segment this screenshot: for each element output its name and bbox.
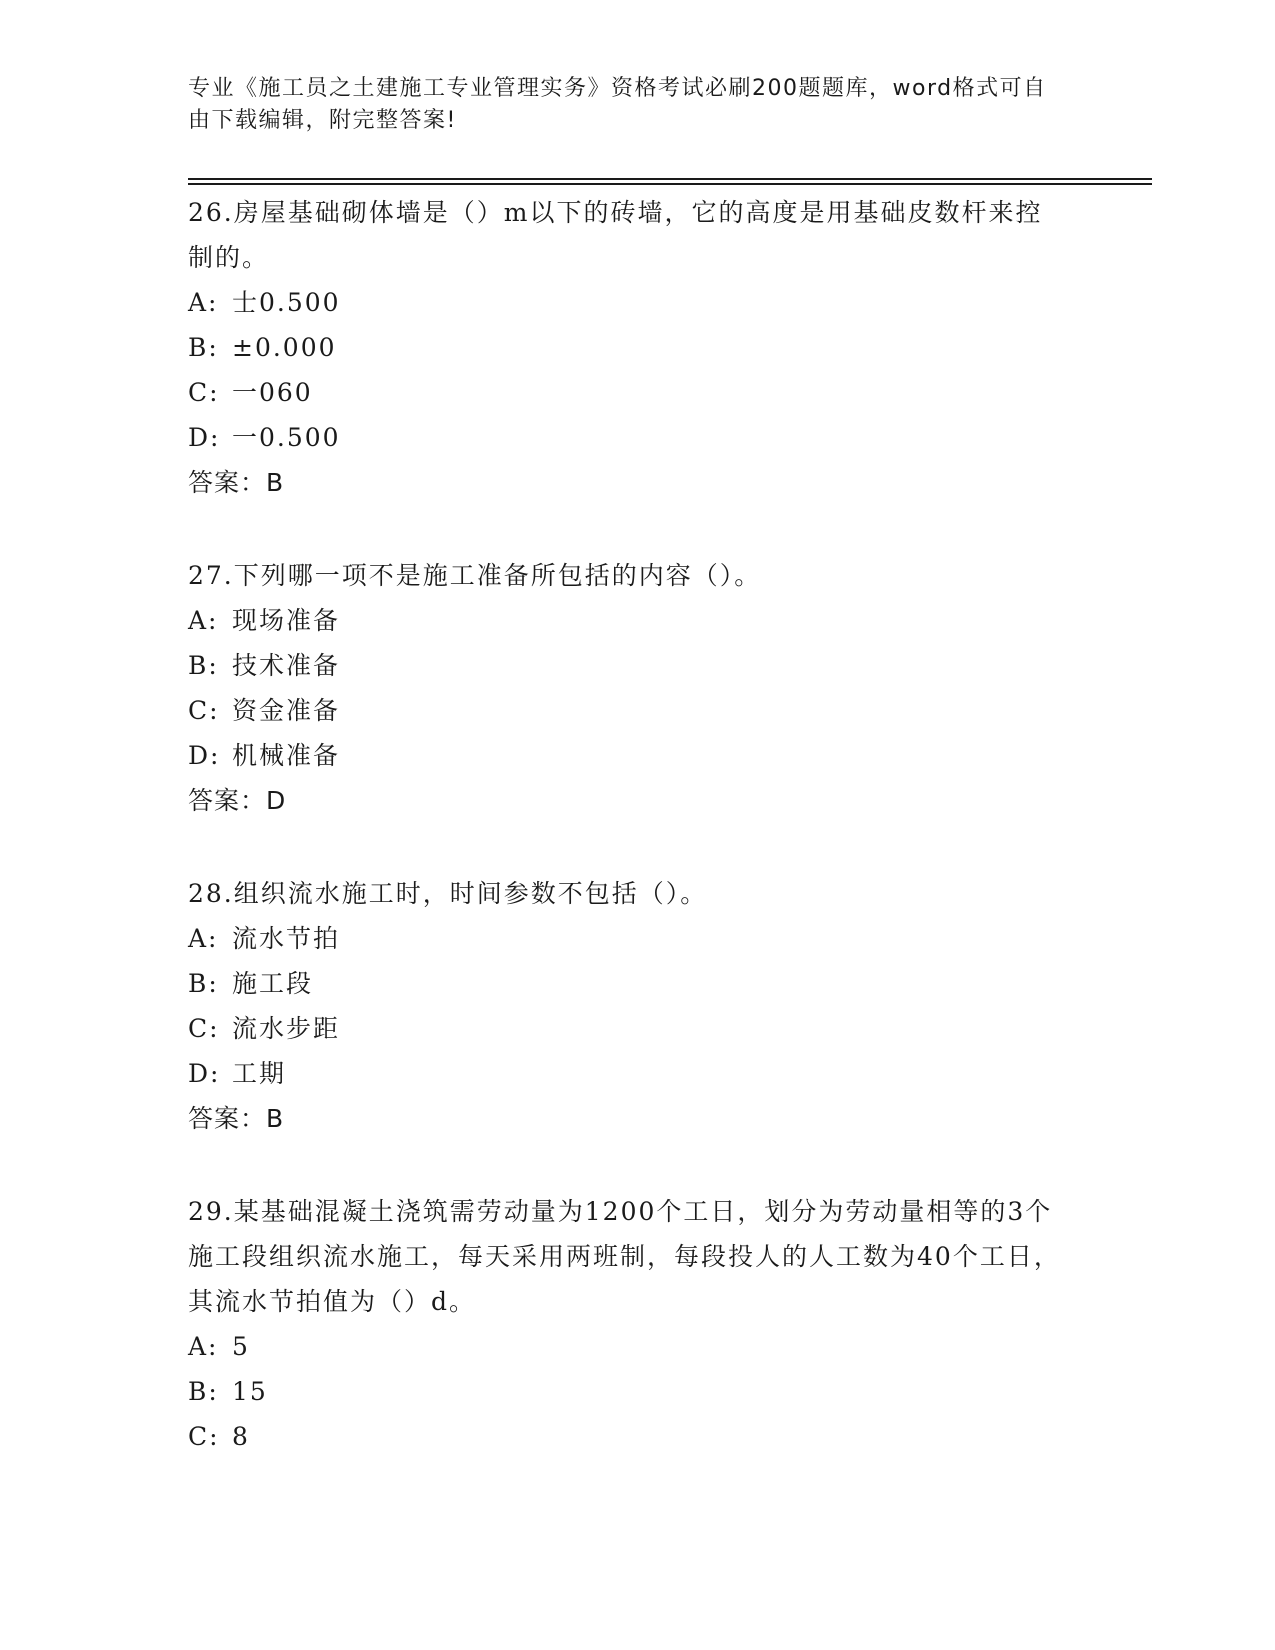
option-text: 8 bbox=[232, 1422, 250, 1451]
option-text: 现场准备 bbox=[232, 606, 341, 635]
option-text: 技术准备 bbox=[232, 651, 341, 680]
option-text: 15 bbox=[232, 1377, 268, 1406]
option-key: C: bbox=[188, 1422, 220, 1451]
option-text: 资金准备 bbox=[232, 696, 341, 725]
option-key: B: bbox=[188, 651, 219, 680]
option-d bbox=[188, 1051, 1068, 1096]
option-c bbox=[188, 688, 1068, 733]
header-divider-top bbox=[188, 178, 1152, 180]
answer-line: 答案：D bbox=[188, 786, 287, 815]
option-key: C: bbox=[188, 378, 220, 407]
option-key: A: bbox=[188, 606, 219, 635]
option-key: A: bbox=[188, 1332, 219, 1361]
option-key: D: bbox=[188, 1059, 221, 1088]
answer-line: 答案：B bbox=[188, 1104, 285, 1133]
question-28 bbox=[188, 871, 1068, 1141]
option-key: D: bbox=[188, 423, 221, 452]
question-29 bbox=[188, 1189, 1068, 1459]
option-text: 施工段 bbox=[232, 969, 314, 998]
question-stem: 26.房屋基础砌体墙是（）m以下的砖墙，它的高度是用基础皮数杆来控制的。 bbox=[188, 198, 1043, 272]
option-key: B: bbox=[188, 1377, 219, 1406]
option-b bbox=[188, 1369, 1068, 1414]
option-text: 机械准备 bbox=[232, 741, 341, 770]
question-list bbox=[188, 190, 1068, 1507]
option-a bbox=[188, 916, 1068, 961]
option-text: 流水步距 bbox=[232, 1014, 341, 1043]
option-text: 一0.500 bbox=[232, 423, 341, 452]
option-c bbox=[188, 1006, 1068, 1051]
option-key: C: bbox=[188, 1014, 220, 1043]
option-key: B: bbox=[188, 969, 219, 998]
option-d bbox=[188, 733, 1068, 778]
option-text: ±0.000 bbox=[232, 333, 337, 362]
option-a bbox=[188, 1324, 1068, 1369]
option-text: 士0.500 bbox=[232, 288, 341, 317]
option-c bbox=[188, 1414, 1068, 1459]
option-text: 工期 bbox=[232, 1059, 287, 1088]
option-text: 一060 bbox=[232, 378, 313, 407]
option-key: A: bbox=[188, 924, 219, 953]
option-key: D: bbox=[188, 741, 221, 770]
option-b bbox=[188, 325, 1068, 370]
option-key: B: bbox=[188, 333, 219, 362]
answer-line: 答案：B bbox=[188, 468, 285, 497]
option-a bbox=[188, 598, 1068, 643]
option-text: 5 bbox=[232, 1332, 250, 1361]
header-divider-bottom bbox=[188, 183, 1152, 185]
option-c bbox=[188, 370, 1068, 415]
option-key: A: bbox=[188, 288, 219, 317]
option-text: 流水节拍 bbox=[232, 924, 341, 953]
question-27 bbox=[188, 553, 1068, 823]
option-b bbox=[188, 961, 1068, 1006]
option-a bbox=[188, 280, 1068, 325]
document-header: 专业《施工员之土建施工专业管理实务》资格考试必刷200题题库，word格式可自由下载编辑，附完整答案! bbox=[188, 76, 1047, 133]
option-d bbox=[188, 415, 1068, 460]
question-stem: 28.组织流水施工时，时间参数不包括（）。 bbox=[188, 879, 708, 908]
question-stem: 29.某基础混凝土浇筑需劳动量为1200个工日，划分为劳动量相等的3个施工段组织流水施工，每天采用两班制，每段投人的人工数为40个工日，其流水节拍值为（）d。 bbox=[188, 1197, 1061, 1316]
option-key: C: bbox=[188, 696, 220, 725]
question-stem: 27.下列哪一项不是施工准备所包括的内容（）。 bbox=[188, 561, 762, 590]
question-26 bbox=[188, 190, 1068, 505]
option-b bbox=[188, 643, 1068, 688]
